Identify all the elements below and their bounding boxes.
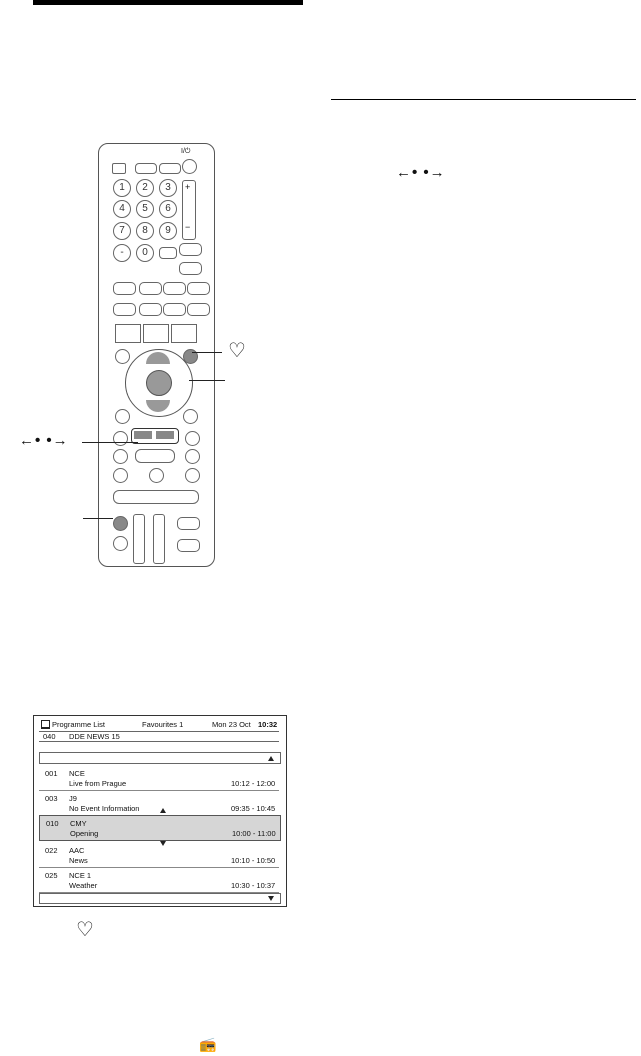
step-back-icon (134, 431, 152, 439)
row-programme: News (69, 856, 88, 865)
pill-r1-4 (187, 282, 210, 295)
row-times: 10:12 - 12:00 (231, 779, 276, 788)
tv-icon (41, 720, 50, 729)
tv-power-button (177, 517, 200, 530)
row-programme: Live from Prague (69, 779, 127, 788)
current-time: 10:32 (258, 720, 278, 729)
plus-icon: + (185, 182, 191, 192)
scroll-down-bar[interactable] (39, 893, 281, 904)
row-programme: No Event Information (69, 804, 140, 813)
pill-r1-3 (163, 282, 186, 295)
num-key-dash: - (113, 244, 131, 262)
stop-icon (185, 468, 200, 483)
pill-r2-2 (139, 303, 162, 316)
tv-round-button (113, 536, 128, 551)
fast-forward-icon (185, 449, 200, 464)
row-name: J9 (69, 794, 77, 803)
row-times: 10:30 - 10:37 (231, 881, 276, 890)
current-channel-title: DDE NEWS 15 (69, 732, 120, 741)
scroll-up-icon (268, 756, 274, 761)
rect-button-3 (171, 324, 197, 343)
radio-button (113, 516, 128, 531)
small-round-lower-left (115, 409, 130, 424)
top-button-2 (159, 163, 181, 174)
volume-rocker (133, 514, 145, 564)
pill-r1-1 (113, 282, 136, 295)
row-times: 09:35 - 10:45 (231, 804, 276, 813)
power-label: I/⏻ (181, 148, 191, 155)
row-times: 10:10 - 10:50 (231, 856, 276, 865)
row-channel: 001 (45, 769, 58, 778)
enter-key (159, 247, 177, 259)
row-channel: 003 (45, 794, 58, 803)
row-channel: 025 (45, 871, 58, 880)
section-rule (331, 99, 636, 100)
pill-r1-2 (139, 282, 162, 295)
row-programme: Weather (69, 881, 98, 890)
record-button-group (113, 490, 199, 504)
dpad-center-button (146, 370, 172, 396)
pause-icon (149, 468, 164, 483)
num-key-7: 7 (113, 222, 131, 240)
arrows-symbol-left: ←• •→ (19, 432, 69, 449)
arrows-symbol-right: ←• •→ (396, 164, 446, 181)
programme-list-screen (33, 715, 287, 907)
radio-icon: 📻 (199, 1036, 217, 1052)
programme-row[interactable] (39, 868, 279, 893)
section-header-bar (33, 0, 303, 5)
small-round-lower-right (183, 409, 198, 424)
small-round-left (115, 349, 130, 364)
rect-button-2 (143, 324, 169, 343)
selection-up-icon (160, 808, 166, 813)
heart-icon: ♡ (228, 340, 246, 362)
num-key-0: 0 (136, 244, 154, 262)
play-icon (135, 449, 175, 463)
num-key-5: 5 (136, 200, 154, 218)
programme-list-header (34, 716, 286, 732)
row-name: NCE 1 (69, 871, 92, 880)
pill-r2-4 (187, 303, 210, 316)
pill-r2-1 (113, 303, 136, 316)
power-icon (182, 159, 197, 174)
callout-line-arrows (82, 442, 138, 443)
next-icon (185, 431, 200, 446)
step-forward-icon (156, 431, 174, 439)
callout-line-favourite (192, 352, 222, 353)
num-key-1: 1 (113, 179, 131, 197)
programme-row-selected[interactable] (39, 815, 281, 841)
heart-icon-bottom: ♡ (76, 919, 94, 941)
num-key-3: 3 (159, 179, 177, 197)
current-date: Mon 23 Oct (212, 720, 251, 729)
current-channel-bar (39, 731, 279, 742)
scroll-down-icon (268, 896, 274, 901)
row-channel: 010 (46, 819, 59, 828)
programme-row[interactable] (39, 843, 279, 868)
row-channel: 022 (45, 846, 58, 855)
eject-icon (112, 163, 126, 174)
top-button-1 (135, 163, 157, 174)
tv-channel-rocker (153, 514, 165, 564)
row-name: NCE (69, 769, 85, 778)
callout-line-radio (83, 518, 113, 519)
prev-icon (113, 431, 128, 446)
programme-row[interactable] (39, 766, 279, 791)
row-name: AAC (69, 846, 85, 855)
row-times: 10:00 - 11:00 (232, 829, 276, 838)
row-name: CMY (70, 819, 87, 828)
rewind-icon (113, 449, 128, 464)
rect-button-1 (115, 324, 141, 343)
num-key-6: 6 (159, 200, 177, 218)
num-key-8: 8 (136, 222, 154, 240)
scroll-up-bar[interactable] (39, 752, 281, 764)
side-button-1 (179, 243, 202, 256)
side-button-2 (179, 262, 202, 275)
row-programme: Opening (70, 829, 99, 838)
remote-control-illustration (98, 143, 215, 567)
current-channel-number: 040 (43, 732, 56, 741)
minus-icon: − (185, 222, 191, 232)
num-key-4: 4 (113, 200, 131, 218)
num-key-9: 9 (159, 222, 177, 240)
input-select-button (177, 539, 200, 552)
pill-r2-3 (163, 303, 186, 316)
transport-round-1 (113, 468, 128, 483)
num-key-2: 2 (136, 179, 154, 197)
callout-line-dpad (189, 380, 225, 381)
favourites-group: Favourites 1 (142, 720, 184, 729)
programme-list-title: Programme List (52, 720, 105, 729)
programme-row[interactable] (39, 791, 279, 816)
